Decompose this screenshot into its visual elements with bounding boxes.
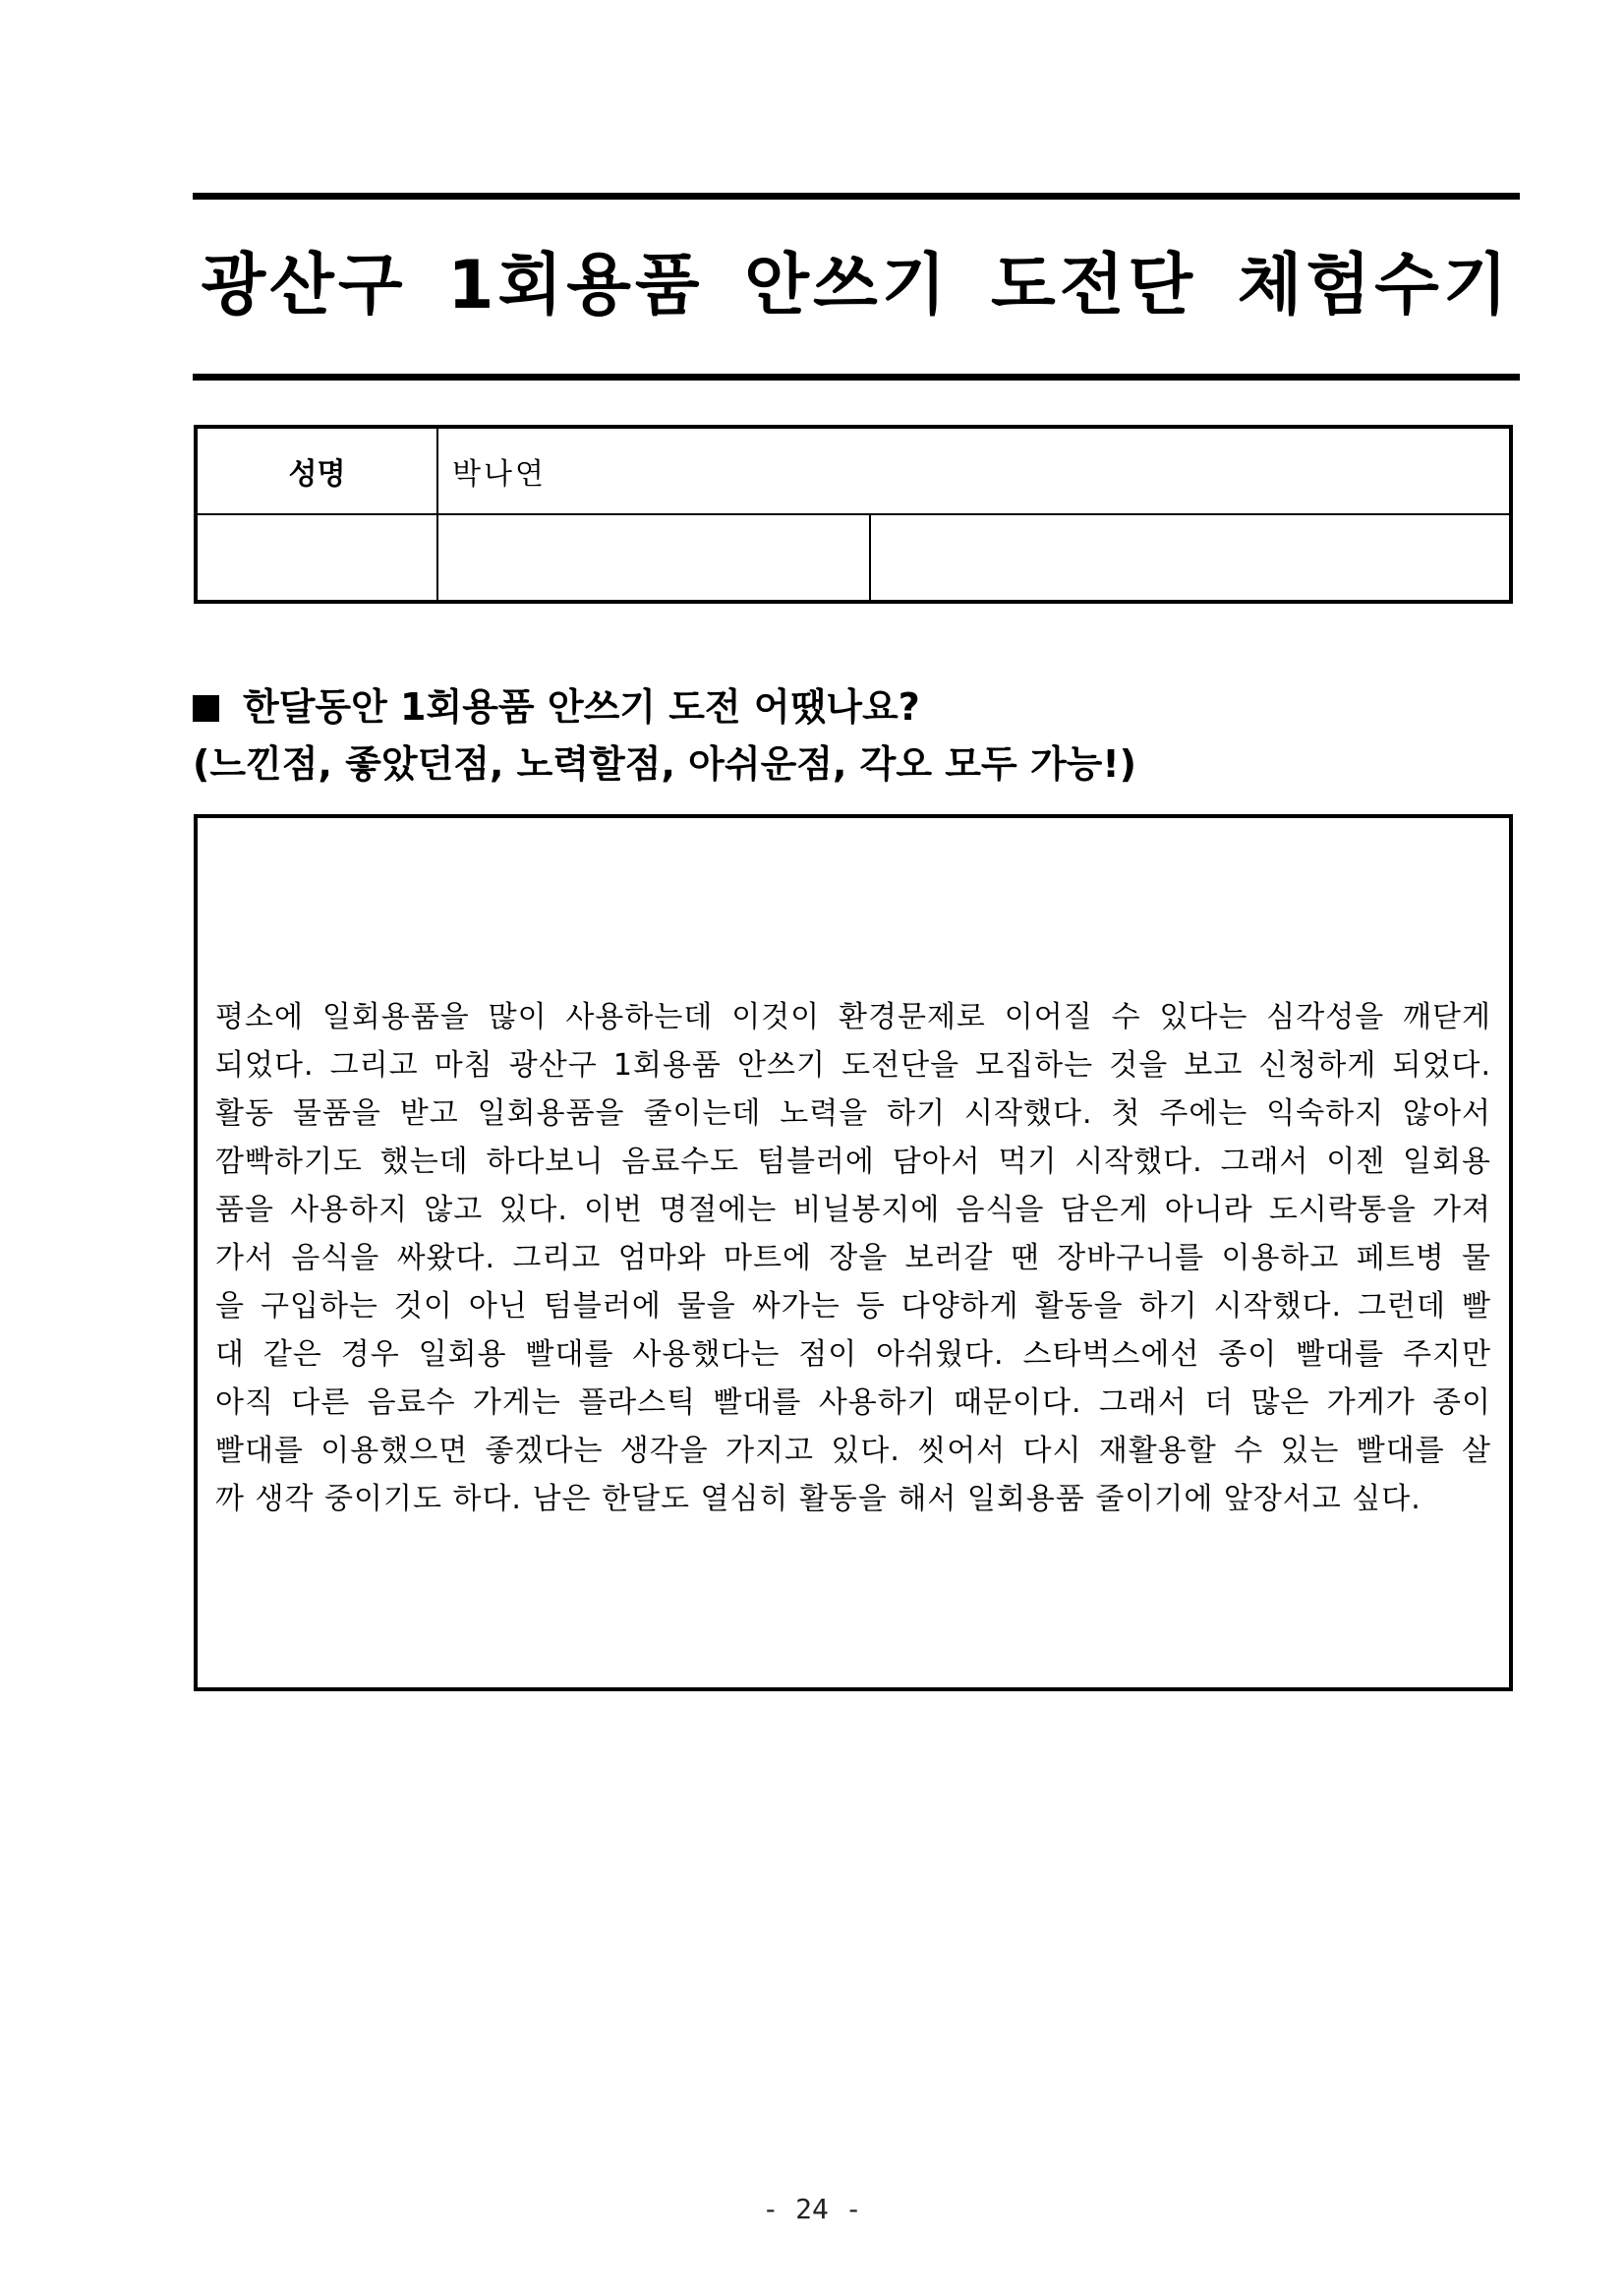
answer-line: 아직 다른 음료수 가게는 플라스틱 빨대를 사용하기 때문이다. 그래서 더 많은 가게가 종이 <box>215 1385 1491 1420</box>
answer-line: 되었다. 그리고 마침 광산구 1회용품 안쓰기 도전단을 모집하는 것을 보고 신청하게 되었다. <box>215 1048 1491 1083</box>
row2-value2 <box>870 514 1511 602</box>
answer-line: 가서 음식을 싸왔다. 그리고 엄마와 마트에 장을 보러갈 땐 장바구니를 이용하고 페트병 물 <box>215 1241 1491 1275</box>
square-bullet-icon <box>193 695 219 722</box>
answer-line: 평소에 일회용품을 많이 사용하는데 이것이 환경문제로 이어질 수 있다는 심각성을 깨닫게 <box>215 1000 1491 1034</box>
answer-line: 빨대를 이용했으면 좋겠다는 생각을 가지고 있다. 씻어서 다시 재활용할 수 있는 빨대를 살 <box>215 1434 1491 1468</box>
answer-line: 을 구입하는 것이 아닌 텀블러에 물을 싸가는 등 다양하게 활동을 하기 시작했다. 그런데 빨 <box>215 1289 1491 1324</box>
info-row-2 <box>196 514 1511 602</box>
answer-line: 깜빡하기도 했는데 하다보니 음료수도 텀블러에 담아서 먹기 시작했다. 그래서 이젠 일회용 <box>215 1145 1491 1179</box>
answer-line: 활동 물품을 받고 일회용품을 줄이는데 노력을 하기 시작했다. 첫 주에는 익숙하지 않아서 <box>215 1096 1491 1131</box>
answer-box <box>194 814 1513 1691</box>
question-heading <box>193 678 1520 793</box>
name-value: 박나연 <box>437 427 1511 514</box>
row2-value1 <box>437 514 870 602</box>
page-number: - 24 - <box>762 2193 862 2225</box>
answer-text <box>215 993 1491 1523</box>
question-line-1 <box>193 678 1520 736</box>
answer-line: 대 같은 경우 일회용 빨대를 사용했다는 점이 아쉬웠다. 스타벅스에선 종이 빨대를 주지만 <box>215 1337 1491 1372</box>
name-label: 성명 <box>196 427 437 514</box>
info-table <box>194 425 1513 604</box>
answer-line: 까 생각 중이기도 하다. 남은 한달도 열심히 활동을 해서 일회용품 줄이기에 앞장서고 싶다. <box>215 1482 1421 1516</box>
title-bottom-rule <box>193 374 1520 381</box>
question-text-1: 한달동안 1회용품 안쓰기 도전 어땠나요? <box>243 685 920 729</box>
answer-line: 품을 사용하지 않고 있다. 이번 명절에는 비닐봉지에 음식을 담은게 아니라 도시락통을 가져 <box>215 1193 1491 1227</box>
row2-label <box>196 514 437 602</box>
title-top-rule <box>193 193 1520 200</box>
document-title: 광산구 1회용품 안쓰기 도전단 체험수기 <box>201 247 1512 324</box>
question-line-2: (느낀점, 좋았던점, 노력할점, 아쉬운점, 각오 모두 가능!) <box>193 742 1137 786</box>
info-row-name <box>196 427 1511 514</box>
